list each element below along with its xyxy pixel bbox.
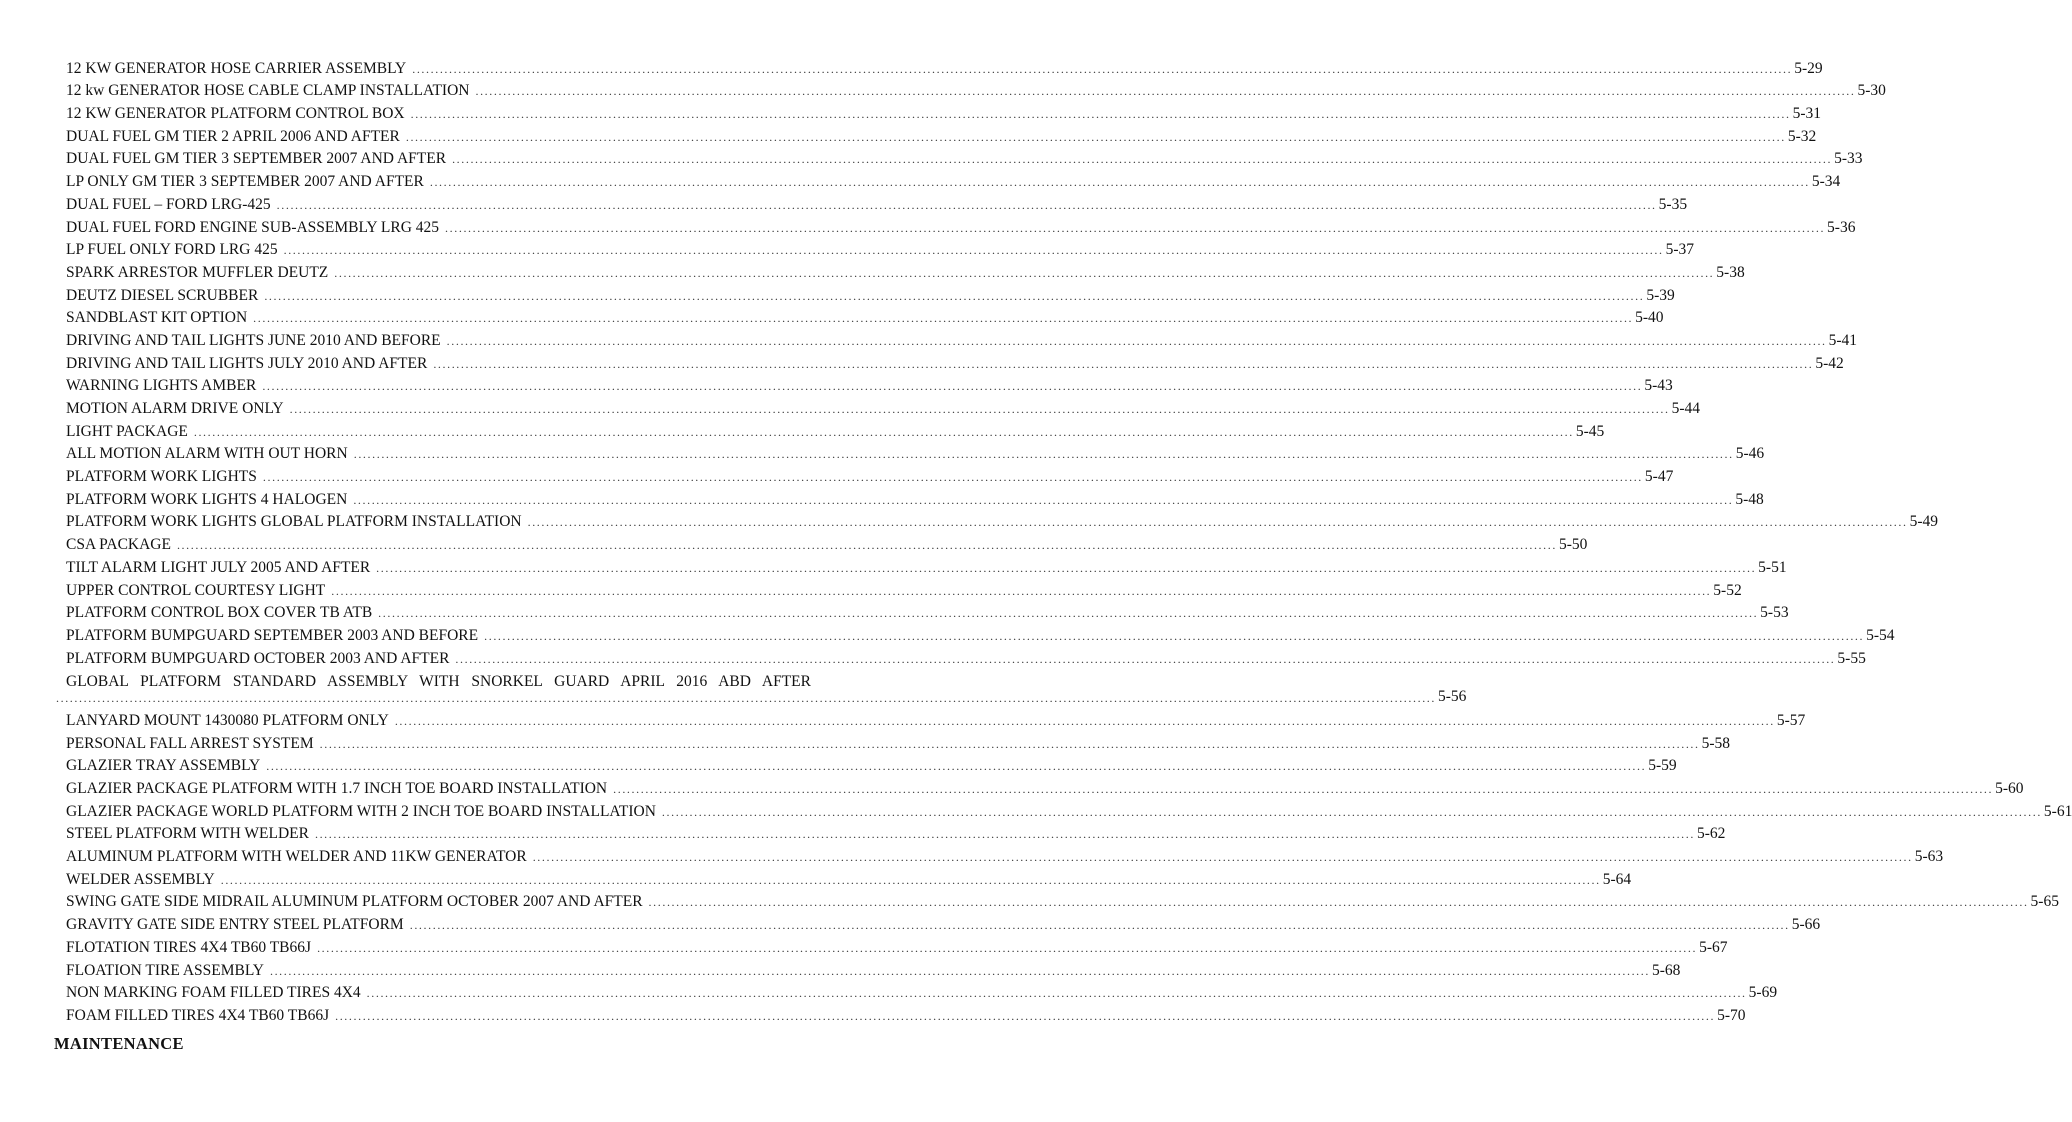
toc-entry-page: 5-39	[1646, 286, 1675, 304]
toc-dot-leader: ............................................................................................................................................................................................................................................................................................................	[366, 986, 1747, 1001]
toc-entry-page: 5-36	[1827, 218, 1856, 236]
toc-entry-page: 5-55	[1837, 649, 1866, 667]
toc-entry-title: SANDBLAST KIT OPTION	[66, 309, 248, 327]
toc-dot-leader: ............................................................................................................................................................................................................................................................................................................	[56, 691, 1436, 706]
toc-entry-title: CSA PACKAGE	[66, 536, 171, 554]
toc-dot-leader: ............................................................................................................................................................................................................................................................................................................	[452, 152, 1833, 167]
toc-entry-page: 5-60	[1995, 780, 2024, 797]
toc-entry-page: 5-50	[1558, 536, 1588, 554]
toc-entry[interactable]	[66, 980, 1778, 1003]
toc-entry-page: 5-69	[1748, 984, 1778, 1002]
toc-dot-leader: ............................................................................................................................................................................................................................................................................................................	[484, 628, 1865, 643]
toc-entry[interactable]	[66, 146, 1863, 169]
toc-entry-page: 5-53	[1760, 604, 1789, 622]
toc-entry-page: 5-61	[2043, 802, 2072, 820]
toc-entry[interactable]	[66, 100, 1822, 123]
toc-entry-page: 5-62	[1696, 825, 1726, 843]
toc-entry-page: 5-33	[1834, 150, 1863, 168]
toc-dot-leader: ............................................................................................................................................................................................................................................................................................................	[335, 1008, 1716, 1023]
toc-entry[interactable]	[66, 305, 1664, 328]
toc-entry-title: GLOBAL PLATFORM STANDARD ASSEMBLY WITH SNORKEL GUARD APRIL 2016 ABD AFTER	[66, 672, 811, 690]
toc-dot-leader: ............................................................................................................................................................................................................................................................................................................	[378, 606, 1759, 621]
toc-entry-page: 5-40	[1635, 309, 1664, 327]
toc-entry-page: 5-64	[1602, 870, 1632, 888]
toc-entry-title: 12 KW GENERATOR PLATFORM CONTROL BOX	[66, 105, 405, 123]
toc-entry[interactable]	[66, 821, 1726, 844]
toc-dot-leader: ............................................................................................................................................................................................................................................................................................................	[527, 515, 1908, 530]
toc-entry[interactable]	[66, 957, 1681, 980]
toc-entry-page: 5-34	[1811, 173, 1841, 191]
toc-entry-title: TILT ALARM LIGHT JULY 2005 AND AFTER	[66, 558, 371, 576]
toc-entry-title: FOAM FILLED TIRES 4X4 TB60 TB66J	[66, 1006, 330, 1024]
toc-entry-title: PLATFORM BUMPGUARD SEPTEMBER 2003 AND BEFORE	[66, 626, 479, 644]
toc-entry-title: WARNING LIGHTS AMBER	[66, 377, 257, 395]
toc-entry-title: UPPER CONTROL COURTESY LIGHT	[66, 581, 326, 599]
toc-entry-title: LP ONLY GM TIER 3 SEPTEMBER 2007 AND AFTER	[66, 173, 424, 191]
toc-dot-leader: ............................................................................................................................................................................................................................................................................................................	[405, 129, 1786, 144]
toc-dot-leader: ............................................................................................................................................................................................................................................................................................................	[661, 804, 2042, 819]
toc-dot-leader: ............................................................................................................................................................................................................................................................................................................	[319, 736, 1700, 751]
toc-entry-title: WELDER ASSEMBLY	[66, 870, 215, 888]
toc-entry-title: SWING GATE SIDE MIDRAIL ALUMINUM PLATFORM OCTOBER 2007 AND AFTER	[66, 893, 643, 911]
toc-entry-page: 5-43	[1644, 377, 1673, 395]
toc-entry-page: 5-35	[1658, 195, 1688, 213]
toc-entry-page: 5-47	[1644, 468, 1674, 486]
toc-entry-title: FLOTATION TIRES 4X4 TB60 TB66J	[66, 938, 312, 956]
toc-entry-title: PLATFORM WORK LIGHTS	[66, 468, 257, 486]
toc-dot-leader: ............................................................................................................................................................................................................................................................................................................	[353, 447, 1734, 462]
toc-entry[interactable]	[66, 259, 1745, 282]
toc-entry[interactable]	[66, 78, 1886, 101]
toc-entry-title: DRIVING AND TAIL LIGHTS JUNE 2010 AND BEFORE	[66, 331, 441, 349]
toc-dot-leader: ............................................................................................................................................................................................................................................................................................................	[376, 560, 1757, 575]
toc-entry-title: PLATFORM WORK LIGHTS 4 HALOGEN	[66, 490, 348, 508]
toc-dot-leader: ............................................................................................................................................................................................................................................................................................................	[193, 424, 1574, 439]
toc-entry-title: GLAZIER TRAY ASSEMBLY	[66, 757, 261, 775]
toc-entry-page: 5-57	[1776, 711, 1806, 729]
toc-entry-page: 5-66	[1791, 916, 1821, 934]
toc-entry-page: 5-32	[1787, 127, 1817, 145]
toc-entry-leader-line	[56, 688, 1467, 706]
toc-entry-page: 5-45	[1575, 422, 1605, 440]
toc-entry[interactable]	[66, 191, 1688, 214]
toc-entry-page: 5-48	[1735, 490, 1764, 508]
toc-entry[interactable]	[66, 645, 1866, 668]
toc-entry-page: 5-42	[1815, 354, 1844, 372]
toc-dot-leader: ............................................................................................................................................................................................................................................................................................................	[253, 311, 1634, 326]
toc-entry[interactable]	[66, 798, 2072, 821]
toc-entry-page: 5-70	[1717, 1006, 1746, 1024]
toc-entry-page: 5-67	[1699, 938, 1728, 956]
toc-entry[interactable]	[66, 463, 1674, 486]
toc-entry[interactable]	[66, 753, 1677, 776]
toc-dot-leader: ............................................................................................................................................................................................................................................................................................................	[262, 379, 1643, 394]
toc-entry-title: LIGHT PACKAGE	[66, 422, 188, 440]
toc-entry[interactable]	[66, 55, 1823, 78]
toc-entry-title: DEUTZ DIESEL SCRUBBER	[66, 286, 259, 304]
toc-entry[interactable]	[66, 418, 1605, 441]
toc-entry-page: 5-65	[2030, 893, 2059, 911]
toc-entry-page: 5-56	[1438, 688, 1467, 706]
toc-entry[interactable]	[66, 775, 2024, 798]
toc-entry[interactable]	[66, 600, 1789, 623]
toc-entry[interactable]	[66, 237, 1695, 260]
toc-entry-wrapped[interactable]	[56, 668, 1467, 706]
toc-dot-leader: ............................................................................................................................................................................................................................................................................................................	[433, 356, 1814, 371]
toc-entry-title: SPARK ARRESTOR MUFFLER DEUTZ	[66, 263, 329, 281]
toc-entry-title: STEEL PLATFORM WITH WELDER	[66, 825, 309, 843]
toc-entry-title: PERSONAL FALL ARREST SYSTEM	[66, 734, 314, 752]
toc-entry[interactable]	[66, 282, 1675, 305]
toc-dot-leader: ............................................................................................................................................................................................................................................................................................................	[283, 243, 1664, 258]
toc-entry-title: GRAVITY GATE SIDE ENTRY STEEL PLATFORM	[66, 916, 404, 934]
toc-entry[interactable]	[66, 730, 1731, 753]
toc-dot-leader: ............................................................................................................................................................................................................................................................................................................	[176, 538, 1557, 553]
toc-entry-title: DUAL FUEL – FORD LRG-425	[66, 195, 271, 213]
toc-entry-page: 5-59	[1648, 757, 1677, 775]
toc-entry-page: 5-54	[1866, 626, 1895, 644]
toc-entry[interactable]	[66, 441, 1765, 464]
toc-dot-leader: ............................................................................................................................................................................................................................................................................................................	[289, 402, 1670, 416]
toc-entry[interactable]	[66, 327, 1858, 350]
toc-entry[interactable]	[66, 911, 1821, 934]
toc-dot-leader: ............................................................................................................................................................................................................................................................................................................	[353, 492, 1734, 507]
toc-entry-title: PLATFORM WORK LIGHTS GLOBAL PLATFORM INSTALLATION	[66, 513, 522, 531]
toc-dot-leader: ............................................................................................................................................................................................................................................................................................................	[334, 265, 1715, 280]
toc-dot-leader: ............................................................................................................................................................................................................................................................................................................	[410, 107, 1791, 122]
toc-entry-title: DUAL FUEL GM TIER 2 APRIL 2006 AND AFTER	[66, 127, 400, 145]
toc-entry-title: LP FUEL ONLY FORD LRG 425	[66, 241, 278, 259]
toc-entry[interactable]	[66, 395, 1701, 418]
toc-entry[interactable]	[66, 509, 1939, 532]
toc-entry-title: PLATFORM CONTROL BOX COVER TB ATB	[66, 604, 373, 622]
toc-dot-leader: ............................................................................................................................................................................................................................................................................................................	[412, 61, 1793, 76]
toc-entry-page: 5-68	[1651, 961, 1681, 979]
toc-entry-page: 5-37	[1665, 241, 1695, 259]
toc-dot-leader: ............................................................................................................................................................................................................................................................................................................	[648, 895, 2029, 910]
toc-entry[interactable]	[66, 843, 1944, 866]
toc-entry-page: 5-52	[1713, 581, 1742, 599]
toc-dot-leader: ............................................................................................................................................................................................................................................................................................................	[264, 288, 1645, 303]
toc-entry-page: 5-46	[1735, 445, 1765, 463]
toc-entry-title: 12 KW GENERATOR HOSE CARRIER ASSEMBLY	[66, 59, 407, 77]
toc-dot-leader: ............................................................................................................................................................................................................................................................................................................	[532, 850, 1913, 865]
table-of-contents	[56, 55, 2072, 1025]
toc-entry-page: 5-51	[1758, 558, 1787, 576]
toc-entry-title: ALL MOTION ALARM WITH OUT HORN	[66, 445, 348, 463]
toc-entry[interactable]	[66, 214, 1856, 237]
toc-entry[interactable]	[66, 866, 1632, 889]
toc-dot-leader: ............................................................................................................................................................................................................................................................................................................	[269, 963, 1650, 978]
toc-entry-title: DUAL FUEL GM TIER 3 SEPTEMBER 2007 AND AFTER	[66, 150, 447, 168]
toc-entry[interactable]	[66, 1002, 1746, 1025]
toc-entry-title: GLAZIER PACKAGE WORLD PLATFORM WITH 2 INCH TOE BOARD INSTALLATION	[66, 802, 656, 820]
toc-entry[interactable]	[66, 350, 1844, 373]
toc-entry-title: DUAL FUEL FORD ENGINE SUB-ASSEMBLY LRG 425	[66, 218, 440, 236]
toc-entry[interactable]	[66, 889, 2059, 912]
toc-entry-title: 12 kw GENERATOR HOSE CABLE CLAMP INSTALLATION	[66, 82, 470, 100]
toc-entry[interactable]	[66, 577, 1742, 600]
toc-entry-title: ALUMINUM PLATFORM WITH WELDER AND 11KW GENERATOR	[66, 848, 527, 866]
toc-entry-title: GLAZIER PACKAGE PLATFORM WITH 1.7 INCH TOE BOARD INSTALLATION	[66, 780, 608, 797]
toc-dot-leader: ............................................................................................................................................................................................................................................................................................................	[409, 918, 1790, 933]
toc-entry-page: 5-38	[1716, 263, 1745, 281]
toc-entry-title: DRIVING AND TAIL LIGHTS JULY 2010 AND AFTER	[66, 354, 428, 372]
toc-entry-title: MOTION ALARM DRIVE ONLY	[66, 400, 284, 417]
toc-dot-leader: ............................................................................................................................................................................................................................................................................................................	[331, 583, 1712, 598]
toc-dot-leader: ............................................................................................................................................................................................................................................................................................................	[220, 872, 1601, 887]
toc-entry-page: 5-44	[1671, 400, 1701, 417]
toc-dot-leader: ............................................................................................................................................................................................................................................................................................................	[276, 197, 1657, 212]
toc-entry-page: 5-49	[1909, 513, 1939, 531]
toc-entry[interactable]	[66, 622, 1895, 645]
toc-entry[interactable]	[66, 486, 1764, 509]
toc-entry-page: 5-63	[1914, 848, 1944, 866]
toc-dot-leader: ............................................................................................................................................................................................................................................................................................................	[613, 782, 1994, 796]
toc-entry-title: FLOATION TIRE ASSEMBLY	[66, 961, 264, 979]
toc-entry-page: 5-58	[1701, 734, 1731, 752]
toc-entry-title: PLATFORM BUMPGUARD OCTOBER 2003 AND AFTER	[66, 649, 450, 667]
toc-dot-leader: ............................................................................................................................................................................................................................................................................................................	[314, 827, 1695, 842]
toc-dot-leader: ............................................................................................................................................................................................................................................................................................................	[429, 175, 1810, 190]
toc-entry[interactable]	[66, 373, 1673, 396]
toc-entry-page: 5-31	[1792, 105, 1822, 123]
toc-entry[interactable]	[66, 531, 1588, 554]
toc-entry-title: LANYARD MOUNT 1430080 PLATFORM ONLY	[66, 711, 389, 729]
toc-dot-leader: ............................................................................................................................................................................................................................................................................................................	[266, 759, 1647, 774]
toc-entry[interactable]	[66, 123, 1817, 146]
toc-entry-title: NON MARKING FOAM FILLED TIRES 4X4	[66, 984, 361, 1002]
section-heading: MAINTENANCE	[54, 1034, 184, 1053]
toc-dot-leader: ............................................................................................................................................................................................................................................................................................................	[445, 220, 1826, 235]
toc-entry-page: 5-30	[1857, 82, 1886, 100]
toc-entry[interactable]	[66, 554, 1787, 577]
toc-entry-page: 5-29	[1794, 59, 1823, 77]
toc-entry[interactable]	[66, 707, 1806, 730]
toc-dot-leader: ............................................................................................................................................................................................................................................................................................................	[455, 651, 1836, 666]
toc-entry-page: 5-41	[1828, 331, 1858, 349]
toc-dot-leader: ............................................................................................................................................................................................................................................................................................................	[394, 713, 1775, 728]
toc-dot-leader: ............................................................................................................................................................................................................................................................................................................	[446, 333, 1827, 348]
toc-dot-leader: ............................................................................................................................................................................................................................................................................................................	[317, 940, 1698, 955]
toc-dot-leader: ............................................................................................................................................................................................................................................................................................................	[475, 84, 1856, 99]
toc-entry[interactable]	[66, 168, 1841, 191]
toc-dot-leader: ............................................................................................................................................................................................................................................................................................................	[262, 470, 1643, 485]
toc-entry[interactable]	[66, 934, 1728, 957]
